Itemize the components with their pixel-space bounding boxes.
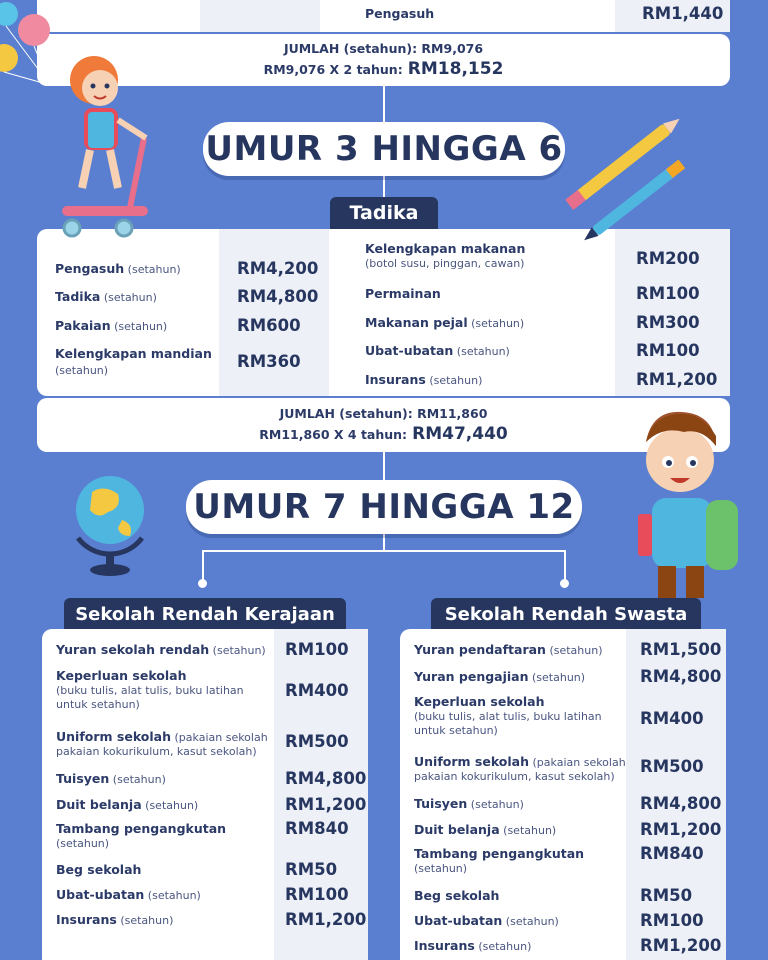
cost-item-name: Uniform sekolah	[414, 754, 530, 769]
cost-item-label	[365, 286, 605, 302]
cost-item-description: (setahun)	[56, 836, 110, 850]
cost-item-value: RM1,200	[285, 910, 367, 929]
cost-item-name: Kelengkapan mandian	[55, 346, 212, 361]
cost-item-name: Ubat-ubatan	[414, 913, 503, 928]
cost-item-value: RM840	[640, 844, 704, 863]
cost-item-value: RM4,800	[640, 667, 722, 686]
cost-item-value: RM1,200	[636, 370, 718, 389]
cost-item-name: Keperluan sekolah	[414, 694, 545, 709]
girl-scooter-illustration	[48, 38, 168, 248]
cost-item-name: Ubat-ubatan	[365, 343, 454, 358]
cost-item-value: RM100	[636, 341, 700, 360]
age-3-6-total-line: JUMLAH (setahun): RM11,860	[279, 406, 488, 421]
cost-item-value: RM4,200	[237, 259, 319, 278]
cost-item-description: (buku tulis, alat tulis, buku latihan untuk setahun)	[56, 683, 244, 712]
cost-item-label	[414, 796, 626, 812]
cost-item-name: Pengasuh	[55, 261, 125, 276]
cost-item-name: Keperluan sekolah	[56, 668, 187, 683]
cost-item-note: (setahun)	[55, 363, 109, 377]
cost-item-label	[56, 862, 270, 878]
top-multi-prefix: RM9,076 X 2 tahun:	[263, 61, 403, 77]
cost-item-description: (botol susu, pinggan, cawan)	[365, 256, 525, 270]
top-total-line: JUMLAH (setahun): RM9,076	[283, 41, 484, 56]
cost-item-note: (setahun)	[110, 320, 168, 333]
cost-item-value: RM4,800	[285, 769, 367, 788]
cost-item-label	[55, 318, 215, 334]
cost-item-description: pakaian kokurikulum, kasut sekolah)	[56, 744, 257, 758]
private-school-card	[400, 629, 726, 960]
gov-school-card	[42, 629, 368, 960]
cost-item-name: Insurans	[414, 938, 475, 953]
cost-item-value: RM1,500	[640, 640, 722, 659]
cost-item-value: RM400	[285, 681, 349, 700]
cost-item-description: pakaian kokurikulum, kasut sekolah)	[414, 769, 615, 783]
cost-item-name: Tuisyen	[414, 796, 468, 811]
cost-item-name: Insurans	[365, 372, 426, 387]
cost-item-name: Uniform sekolah	[56, 729, 172, 744]
cost-item-name: Tambang pengangkutan	[414, 846, 585, 861]
cost-item-value: RM600	[237, 316, 301, 335]
cost-item-value: RM50	[640, 886, 693, 905]
pencils-illustration	[560, 112, 710, 242]
age-3-6-multi-total: RM47,440	[412, 423, 508, 444]
cost-item-label	[56, 668, 270, 713]
top-cost-card	[37, 0, 730, 32]
cost-item-name: Permainan	[365, 286, 441, 301]
connector-line-3	[383, 452, 385, 482]
cost-item-description: (setahun)	[414, 861, 468, 875]
cost-item-note: (pakaian sekolah	[171, 731, 268, 744]
cost-item-note: (setahun)	[109, 773, 166, 786]
cost-item-value: RM500	[285, 732, 349, 751]
cost-item-name: Ubat-ubatan	[56, 887, 145, 902]
cost-item-label	[56, 797, 270, 813]
cost-item-note: (setahun)	[467, 317, 525, 330]
cost-item-note: (setahun)	[425, 374, 483, 387]
cost-item-name: Yuran sekolah rendah	[56, 642, 210, 657]
cost-item-value: RM4,800	[640, 794, 722, 813]
cost-item-value: RM400	[640, 709, 704, 728]
cost-item-note: (setahun)	[528, 671, 586, 684]
cost-item-label	[414, 888, 626, 904]
connector-line-4	[383, 532, 385, 550]
cost-item-note: (setahun)	[502, 915, 559, 928]
top-pengasuh-value: RM1,440	[642, 4, 724, 23]
cost-item-label	[56, 642, 270, 658]
cost-item-note: (setahun)	[209, 644, 266, 657]
cost-item-value: RM50	[285, 860, 338, 879]
cost-item-label	[55, 289, 215, 305]
cost-item-value: RM360	[237, 352, 301, 371]
top-pengasuh-label: Pengasuh	[365, 6, 435, 21]
cost-item-value: RM1,200	[285, 795, 367, 814]
cost-item-name: Yuran pendaftaran	[414, 642, 546, 657]
cost-item-label	[365, 372, 605, 388]
cost-item-note: (setahun)	[545, 644, 603, 657]
gov-school-tag: Sekolah Rendah Kerajaan	[64, 598, 346, 631]
cost-item-value: RM100	[640, 911, 704, 930]
cost-item-label	[414, 822, 626, 838]
cost-item-label	[365, 241, 605, 271]
cost-item-label	[365, 315, 605, 331]
cost-item-name: Insurans	[56, 912, 117, 927]
top-cost-left-shade	[200, 0, 320, 32]
cost-item-value: RM4,800	[237, 287, 319, 306]
cost-item-value: RM200	[636, 249, 700, 268]
cost-item-note: (setahun)	[474, 940, 532, 953]
cost-item-note: (setahun)	[116, 914, 174, 927]
cost-item-note: (setahun)	[124, 263, 181, 276]
cost-item-description: (buku tulis, alat tulis, buku latihan untuk setahun)	[414, 709, 602, 738]
cost-item-value: RM840	[285, 819, 349, 838]
cost-item-name: Tuisyen	[56, 771, 110, 786]
cost-item-label	[56, 729, 270, 760]
cost-item-label	[414, 642, 626, 658]
private-school-tag: Sekolah Rendah Swasta	[431, 598, 701, 631]
cost-item-note: (setahun)	[499, 824, 557, 837]
cost-item-label	[56, 821, 270, 851]
boy-student-illustration	[622, 402, 752, 598]
age-7-12-heading: UMUR 7 HINGGA 12	[186, 480, 582, 534]
branch-right-drop	[564, 550, 566, 580]
cost-item-name: Pakaian	[55, 318, 111, 333]
cost-item-value: RM100	[285, 640, 349, 659]
cost-item-value: RM1,200	[640, 820, 722, 839]
cost-item-name: Makanan pejal	[365, 315, 468, 330]
cost-item-label	[56, 887, 270, 903]
connector-line-1	[383, 86, 385, 126]
cost-item-label	[414, 669, 626, 685]
cost-item-name: Tadika	[55, 289, 101, 304]
top-multi-total: RM18,152	[407, 58, 504, 79]
cost-item-label	[414, 913, 626, 929]
branch-line	[202, 550, 566, 552]
cost-item-name: Kelengkapan makanan	[365, 241, 526, 256]
cost-item-label	[56, 771, 270, 787]
branch-right-dot	[560, 579, 569, 588]
connector-line-2	[383, 176, 385, 198]
cost-item-label	[365, 343, 605, 359]
cost-item-name: Beg sekolah	[414, 888, 500, 903]
cost-item-label	[55, 261, 215, 277]
tadika-tag: Tadika	[330, 197, 438, 230]
cost-item-value: RM500	[640, 757, 704, 776]
cost-item-label	[414, 754, 626, 785]
cost-item-label	[55, 346, 215, 378]
cost-item-note: (setahun)	[467, 798, 524, 811]
cost-item-value: RM100	[285, 885, 349, 904]
cost-item-value: RM100	[636, 284, 700, 303]
cost-item-note: (setahun)	[100, 291, 157, 304]
cost-item-name: Duit belanja	[56, 797, 142, 812]
cost-item-value: RM300	[636, 313, 700, 332]
age-3-6-heading: UMUR 3 HINGGA 6	[203, 122, 565, 176]
cost-item-note: (setahun)	[144, 889, 201, 902]
cost-item-name: Beg sekolah	[56, 862, 142, 877]
cost-item-note: (setahun)	[141, 799, 199, 812]
cost-item-name: Tambang pengangkutan	[56, 821, 227, 836]
branch-left-dot	[198, 579, 207, 588]
cost-item-note: (pakaian sekolah	[529, 756, 626, 769]
globe-illustration	[62, 466, 158, 578]
age-3-6-multi-prefix: RM11,860 X 4 tahun:	[259, 426, 408, 442]
branch-left-drop	[202, 550, 204, 580]
cost-item-label	[414, 938, 626, 954]
cost-item-name: Yuran pengajian	[414, 669, 529, 684]
cost-item-label	[56, 912, 270, 928]
cost-item-note: (setahun)	[453, 345, 510, 358]
cost-item-value: RM1,200	[640, 936, 722, 955]
age-3-6-cost-card	[37, 229, 730, 396]
cost-item-label	[414, 846, 626, 876]
cost-item-label	[414, 694, 626, 739]
cost-item-name: Duit belanja	[414, 822, 500, 837]
